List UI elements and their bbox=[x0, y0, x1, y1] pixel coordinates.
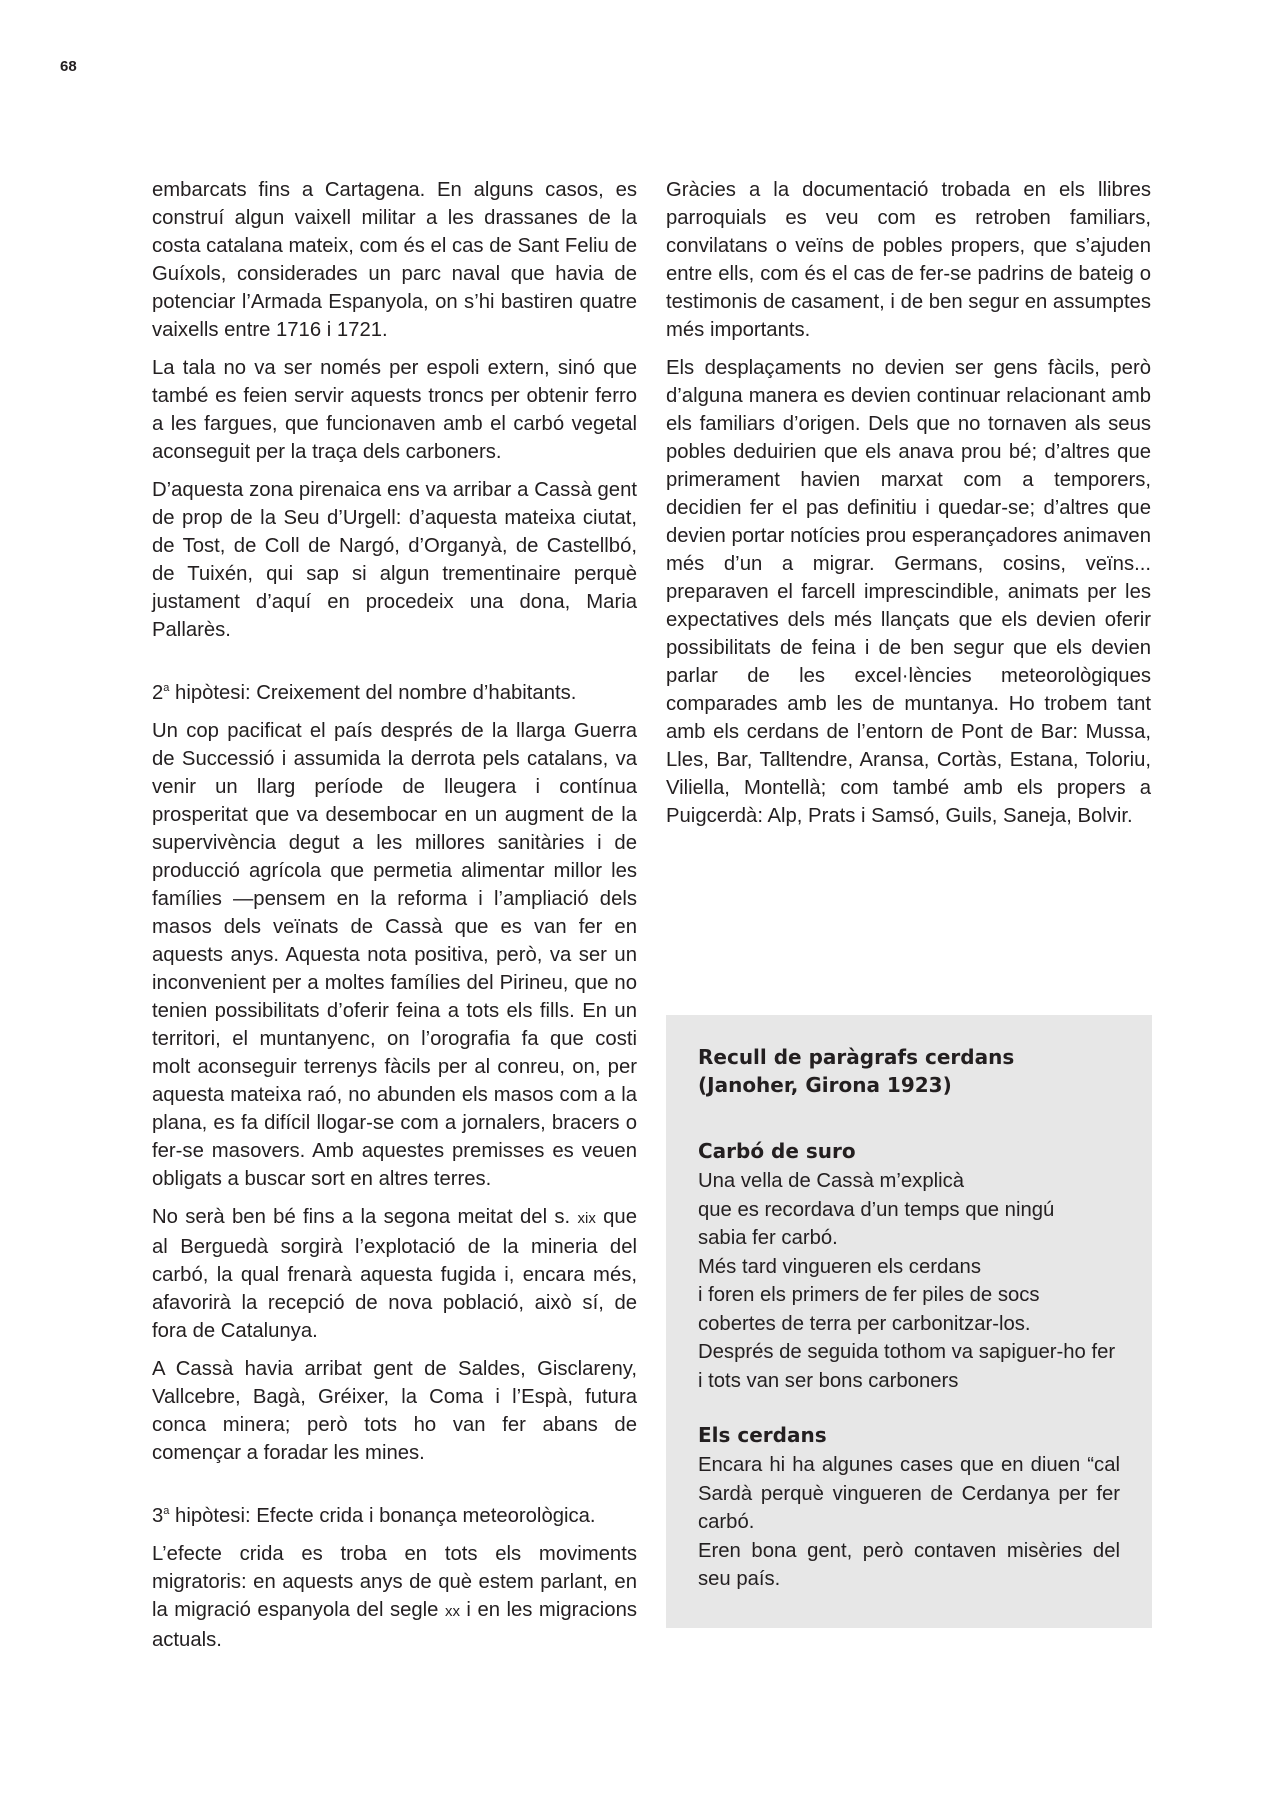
paragraph-tala: La tala no va ser només per espoli extern, sinó que també es feien servir aquests troncs per obtenir ferro a les fargues, que funcionaven amb el carbó vegetal aconseguit per la traça dels carboners. bbox=[152, 357, 637, 463]
paragraph-cartagena: embarcats fins a Cartagena. En alguns casos, es construí algun vaixell militar a les drassanes de la costa catalana mateix, com és el cas de Sant Feliu de Guíxols, considerades un parc naval que havia de potenciar l’Armada Espanyola, on s’hi bastiren quatre vaixells entre 1716 i 1721. bbox=[152, 179, 637, 341]
hypothesis-2-text: hipòtesi: Creixement del nombre d’habitants. bbox=[169, 682, 577, 704]
paragraph-cassa-mineria: A Cassà havia arribat gent de Saldes, Gisclareny, Vallcebre, Bagà, Gréixer, la Coma i l’Espà, futura conca minera; però tots ho van fer abans de començar a foradar les mines. bbox=[152, 1358, 637, 1464]
hypothesis-2-heading bbox=[152, 674, 637, 707]
hypothesis-3-text: hipòtesi: Efecte crida i bonança meteorològica. bbox=[169, 1505, 596, 1527]
poem-line: Després de seguida tothom va sapiguer-ho fer bbox=[698, 1341, 1116, 1363]
paragraph-bergueda bbox=[152, 1203, 637, 1345]
poem-line: que es recordava d’un temps que ningú bbox=[698, 1198, 1055, 1221]
hypothesis-2-ordinal: a bbox=[163, 682, 170, 694]
text-segment: que al Berguedà sorgirà l’explotació de la mineria del carbó, la qual frenarà aquesta fugida i, encara més, afavorirà la recepció de nova població, això sí, de fora de Catalunya. bbox=[152, 1206, 637, 1342]
paragraph-llibres-parroquials: Gràcies a la documentació trobada en els llibres parroquials es veu com es retroben familiars, convilatans o veïns de pobles propers, que s’ajuden entre ells, com és el cas de fer-se padrins de bateig o testimonis de casament, i de ben segur en assumptes més importants. bbox=[666, 179, 1151, 341]
paragraph-successio: Un cop pacificat el país després de la llarga Guerra de Successió i assumida la derrota pels catalans, va venir un llarg període de lleugera i contínua prosperitat que va desembocar en un augment de la supervivència degut a les millores sanitàries i de producció agrícola que permetia alimentar millor les famílies —pensem en la reforma i l’ampliació dels masos dels veïnats de Cassà que es van fer en aquests anys. Aquesta nota positiva, però, va ser un inconvenient per a moltes famílies del Pirineu, que no tenien possibilitats d’oferir feina a tots els fills. En un territori, el muntanyenc, on l’orografia fa que costi molt aconseguir terrenys fàcils per al conreu, on, per aquesta mateixa raó, no abunden els masos com a la plana, es fa difícil llogar-se com a jornalers, bracers o fer-se masovers. Amb aquestes premisses es veuen obligats a buscar sort en altres terres. bbox=[152, 720, 637, 1190]
poem-line: i foren els primers de fer piles de socs bbox=[698, 1284, 1040, 1306]
century-numeral: xx bbox=[444, 1603, 460, 1620]
century-numeral: xix bbox=[577, 1210, 596, 1227]
text-segment: No serà ben bé fins a la segona meitat del s. bbox=[152, 1206, 578, 1228]
left-column bbox=[152, 176, 637, 1664]
hypothesis-2-number: 2 bbox=[152, 682, 164, 704]
sidebar-heading-carbo-de-suro: Carbó de suro bbox=[698, 1139, 856, 1163]
sidebar-title-line: Recull de paràgrafs cerdans bbox=[698, 1045, 1015, 1069]
text-segment: i en les migracions actuals. bbox=[152, 1599, 637, 1651]
paragraph-desplacaments: Els desplaçaments no devien ser gens fàcils, però d’alguna manera es devien continuar relacionant amb els familiars d’origen. Dels que no tornaven als seus pobles deduirien que els anava prou bé; d’altres que primerament havien marxat com a temporers, decidien fer el pas definitiu i quedar-se; d’altres que devien portar notícies prou esperançadores animaven més d’un a migrar. Germans, cosins, veïns... preparaven el farcell imprescindible, animats per les expectatives dels més llançats que els devien oferir possibilitats de feina i de ben segur que els devien parlar de les excel·lències meteorològiques comparades amb les de muntanya. Ho trobem tant amb els cerdans de l’entorn de Pont de Bar: Mussa, Lles, Bar, Talltendre, Aransa, Cortàs, Estana, Toloriu, Viliella, Montellà; com també amb els propers a Puigcerdà: Alp, Prats i Samsó, Guils, Saneja, Bolvir. bbox=[666, 357, 1151, 827]
poem-line: Més tard vingueren els cerdans bbox=[698, 1255, 981, 1278]
paragraph-seu-urgell: D’aquesta zona pirenaica ens va arribar a Cassà gent de prop de la Seu d’Urgell: d’aquesta mateixa ciutat, de Tost, de Coll de Nargó, d’Organyà, de Castellbó, de Tuixén, qui sap si algun trementinaire perquè justament d’aquí en procedeix una dona, Maria Pallarès. bbox=[152, 479, 637, 641]
paragraph-efecte-crida bbox=[152, 1540, 637, 1654]
text-segment: L’efecte crida es troba en tots els moviments migratoris: en aquests anys de què estem parlant, en la migració espanyola del segle bbox=[152, 1543, 637, 1621]
poem-line: cobertes de terra per carbonitzar-los. bbox=[698, 1312, 1031, 1335]
sidebar-paragraph: Encara hi ha algunes cases que en diuen “cal Sardà perquè vingueren de Cerdanya per fer carbó. bbox=[698, 1454, 1120, 1533]
poem-line: i tots van ser bons carboners bbox=[698, 1369, 959, 1392]
right-column bbox=[666, 176, 1151, 840]
page-number: 68 bbox=[60, 58, 77, 75]
hypothesis-3-heading bbox=[152, 1497, 637, 1530]
poem-line: Una vella de Cassà m’explicà bbox=[698, 1170, 965, 1192]
hypothesis-3-ordinal: a bbox=[163, 1505, 170, 1517]
hypothesis-3-number: 3 bbox=[152, 1505, 164, 1527]
poem-line: sabia fer carbó. bbox=[698, 1227, 838, 1249]
sidebar-box bbox=[666, 1015, 1152, 1628]
sidebar-paragraph: Eren bona gent, però contaven misèries del seu país. bbox=[698, 1539, 1120, 1590]
sidebar-title bbox=[698, 1043, 1120, 1099]
sidebar-content bbox=[698, 1043, 1120, 1594]
poem-carbo-de-suro bbox=[698, 1167, 1120, 1395]
sidebar-title-line: (Janoher, Girona 1923) bbox=[698, 1073, 952, 1097]
sidebar-heading-els-cerdans: Els cerdans bbox=[698, 1423, 827, 1447]
